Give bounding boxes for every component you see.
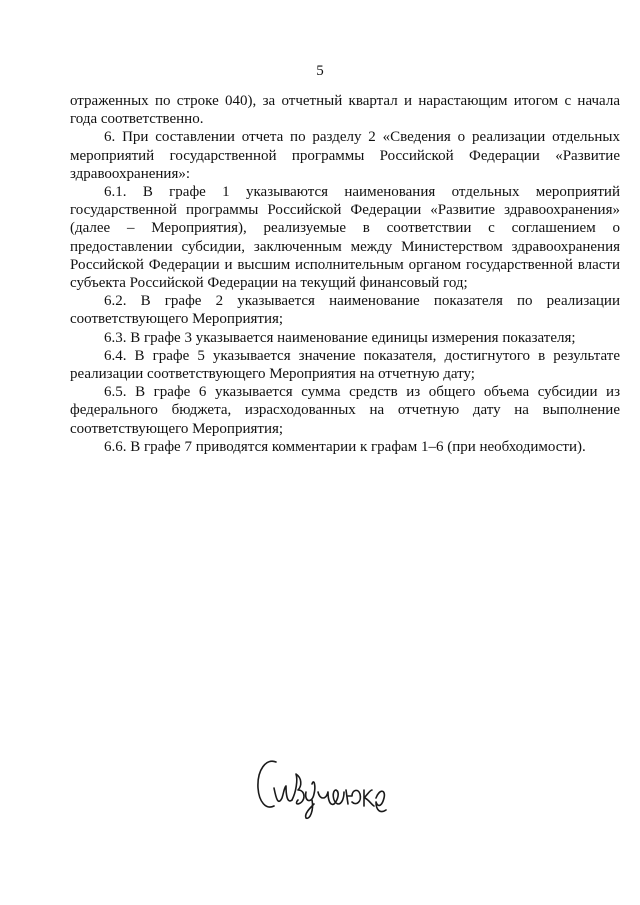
document-body bbox=[70, 92, 620, 456]
paragraph-6-5: 6.5. В графе 6 указывается сумма средств из общего объема субсидии из федерального бюджета, израсходованных на отчетную дату на выполнение соответствующего Мероприятия; bbox=[70, 384, 620, 437]
handwritten-signature bbox=[252, 748, 402, 828]
paragraph-6-1: 6.1. В графе 1 указываются наименования отдельных мероприятий государственной программы Российской Федерации «Развитие здравоохранения» (далее – Мероприятия), реализуемые в соответствии с соглашением о предоставлении субсидии, заключенным между Министерством здравоохранения Российской Федерации и высшим исполнительным органом государственной власти субъекта Российской Федерации на текущий финансовый год; bbox=[70, 184, 620, 292]
paragraph-6-2: 6.2. В графе 2 указывается наименование показателя по реализации соответствующего Мероприятия; bbox=[70, 293, 620, 328]
paragraph-6-3: 6.3. В графе 3 указывается наименование единицы измерения показателя; bbox=[104, 329, 576, 346]
page-number: 5 bbox=[316, 63, 324, 79]
paragraph-continuation: отраженных по строке 040), за отчетный квартал и нарастающим итогом с начала года соответственно. bbox=[70, 93, 620, 128]
paragraph-6-6: 6.6. В графе 7 приводятся комментарии к графам 1–6 (при необходимости). bbox=[104, 438, 586, 455]
paragraph-6-4: 6.4. В графе 5 указывается значение показателя, достигнутого в результате реализации соответствующего Мероприятия на отчетную дату; bbox=[70, 347, 620, 383]
paragraph-section-6: 6. При составлении отчета по разделу 2 «Сведения о реализации отдельных мероприятий государственной программы Российской Федерации «Развитие здравоохранения»: bbox=[70, 129, 620, 182]
